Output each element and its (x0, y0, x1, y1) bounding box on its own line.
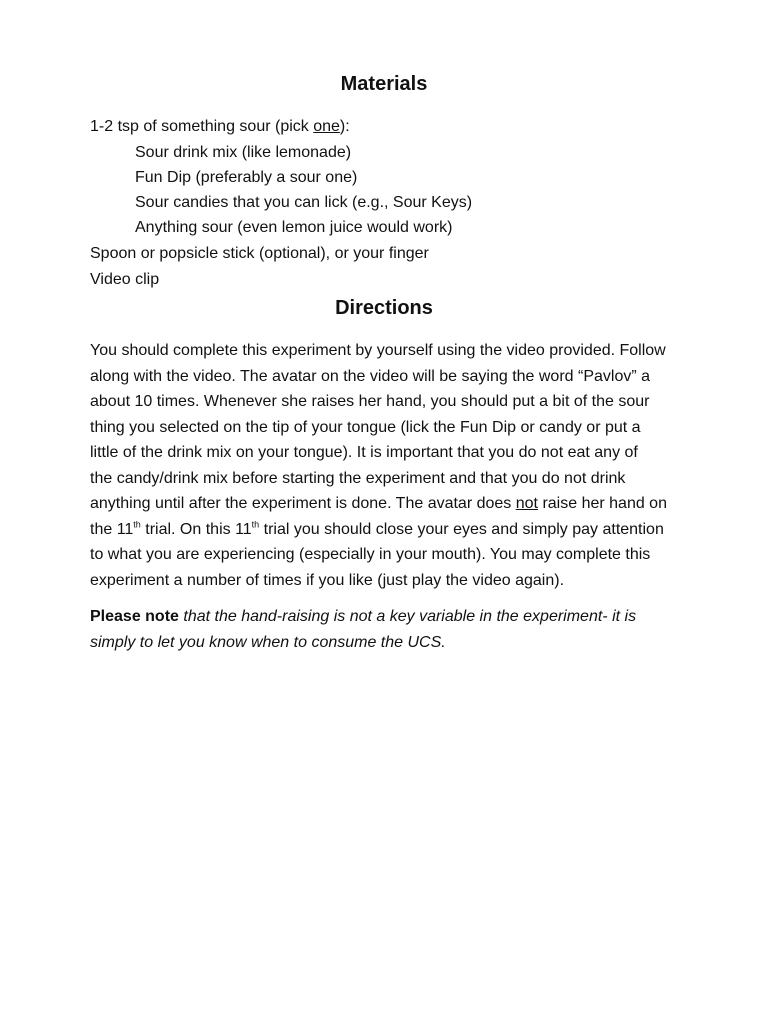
materials-item: Fun Dip (preferably a sour one) (135, 169, 358, 186)
paragraph-line: along with the video. The avatar on the video will be saying the word “Pavlov” a (90, 367, 651, 385)
note-line (90, 604, 690, 630)
ordinal-suffix: th (133, 519, 141, 530)
materials-line-amount (90, 117, 350, 137)
line-text-end: raise her hand on (538, 495, 667, 512)
materials-item: Sour candies that you can lick (e.g., Sour Keys) (135, 194, 473, 211)
underlined-not: not (515, 495, 538, 512)
amount-underlined-word: one (313, 118, 340, 135)
amount-text-end: ): (339, 118, 350, 135)
directions-heading: Directions (335, 297, 433, 319)
paragraph-line: thing you selected on the tip of your tongue (lick the Fun Dip or candy or put a (90, 418, 641, 436)
paragraph-line: the candy/drink mix before starting the experiment and that you do not drink (90, 469, 626, 487)
paragraph-line: to what you are experiencing (especially in your mouth). You may complete this (90, 546, 651, 563)
paragraph-line: experiment a number of times if you like (just play the video again). (90, 571, 565, 589)
paragraph-line (90, 517, 690, 543)
note-label: Please note (90, 608, 179, 625)
paragraph-line: about 10 times. Whenever she raises her hand, you should put a bit of the sour (90, 393, 650, 410)
line-text: anything until after the experiment is done. The avatar does (90, 495, 516, 512)
note-text: that the hand-raising is not a key variable in the experiment- it is (178, 608, 637, 625)
materials-heading: Materials (340, 73, 428, 95)
note-line: simply to let you know when to consume the UCS. (90, 633, 446, 651)
paragraph-line: You should complete this experiment by yourself using the video provided. Follow (90, 342, 666, 359)
note-paragraph (90, 604, 690, 655)
materials-line-video: Video clip (90, 271, 160, 288)
amount-text: 1-2 tsp of something sour (pick (90, 118, 314, 135)
line-text: the 11 (90, 520, 134, 538)
materials-item: Sour drink mix (like lemonade) (135, 144, 352, 161)
materials-line-spoon: Spoon or popsicle stick (optional), or your finger (90, 245, 429, 262)
paragraph-line: little of the drink mix on your tongue). It is important that you do not eat any of (90, 444, 638, 461)
ordinal-suffix: th (251, 519, 260, 530)
paragraph-line (90, 491, 690, 517)
directions-paragraph (90, 338, 690, 593)
line-text: trial. On this 11 (140, 520, 252, 538)
line-text-end: trial you should close your eyes and simply pay attention (259, 520, 664, 538)
materials-item: Anything sour (even lemon juice would work) (135, 219, 453, 236)
